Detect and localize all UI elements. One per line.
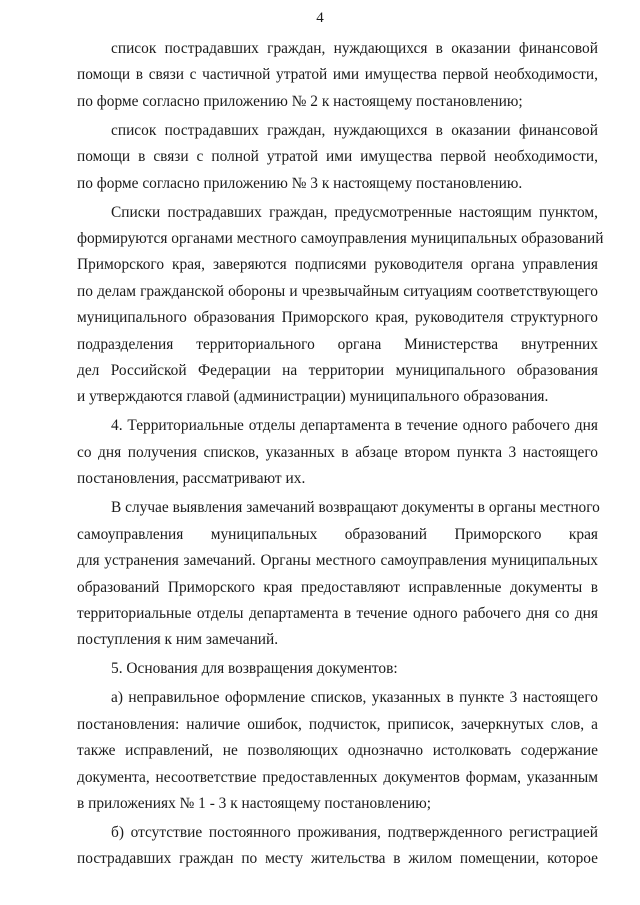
text-line: Приморского края, заверяются подписями руководителя органа управления [77,256,598,274]
paragraph [77,413,598,492]
text-line: постановления, рассматривают их. [77,470,306,488]
text-line: а) неправильное оформление списков, указанных в пункте 3 настоящего [111,689,598,707]
paragraph [77,200,604,411]
text-line: по форме согласно приложению № 2 к настоящему постановлению; [77,92,523,110]
text-line: подразделения территориального органа Министерства внутренних [77,335,598,353]
text-line: самоуправления муниципальных образований Приморского края [77,525,598,543]
paragraph [77,656,598,682]
paragraph [77,118,598,197]
text-line: список пострадавших граждан, нуждающихся в оказании финансовой [111,40,598,57]
text-line: по форме согласно приложению № 3 к настоящему постановлению. [77,174,523,192]
text-line: территориальные отделы департамента в течение одного рабочего дня со дня [77,604,598,622]
paragraph [77,685,598,817]
text-line: постановления: наличие ошибок, подчисток, приписок, зачеркнутых слов, а [77,715,598,733]
text-line: со дня получения списков, указанных в абзаце втором пункта 3 настоящего [77,443,598,461]
text-line: помощи в связи с частичной утратой ими имущества первой необходимости, [77,66,598,84]
page-number: 4 [316,10,324,26]
text-line: муниципального образования Приморского края, руководителя структурного [77,309,598,327]
text-line: 4. Территориальные отделы департамента в течение одного рабочего дня [111,417,598,435]
text-line: помощи в связи с полной утратой ими имущества первой необходимости, [77,148,598,166]
text-line: формируются органами местного самоуправления муниципальных образований [77,230,604,248]
text-line: в приложениях № 1 - 3 к настоящему постановлению; [77,794,432,812]
text-line: поступления к ним замечаний. [77,631,279,649]
paragraph [77,36,598,115]
text-line: документа, несоответствие предоставленных документов формам, указанным [77,768,598,786]
text-line: для устранения замечаний. Органы местного самоуправления муниципальных [77,552,598,570]
text-line: пострадавших граждан по месту жительства в жилом помещении, которое [77,850,598,868]
text-line: образований Приморского края предоставляют исправленные документы в [77,578,598,596]
text-line: В случае выявления замечаний возвращают документы в органы местного [111,499,600,517]
document-body [77,36,604,873]
text-line: дел Российской Федерации на территории муниципального образования [77,362,598,380]
text-line: 5. Основания для возвращения документов: [111,660,398,678]
text-line: по делам гражданской обороны и чрезвычайным ситуациям соответствующего [77,282,598,300]
text-line: список пострадавших граждан, нуждающихся в оказании финансовой [111,121,598,139]
text-line: Списки пострадавших граждан, предусмотренные настоящим пунктом, [111,203,598,221]
text-line: и утверждаются главой (администрации) муниципального образования. [77,388,549,406]
paragraph [77,820,598,873]
paragraph [77,495,598,653]
text-line: также исправлений, не позволяющих однозначно истолковать содержание [77,742,598,760]
text-line: б) отсутствие постоянного проживания, подтвержденного регистрацией [111,823,598,841]
